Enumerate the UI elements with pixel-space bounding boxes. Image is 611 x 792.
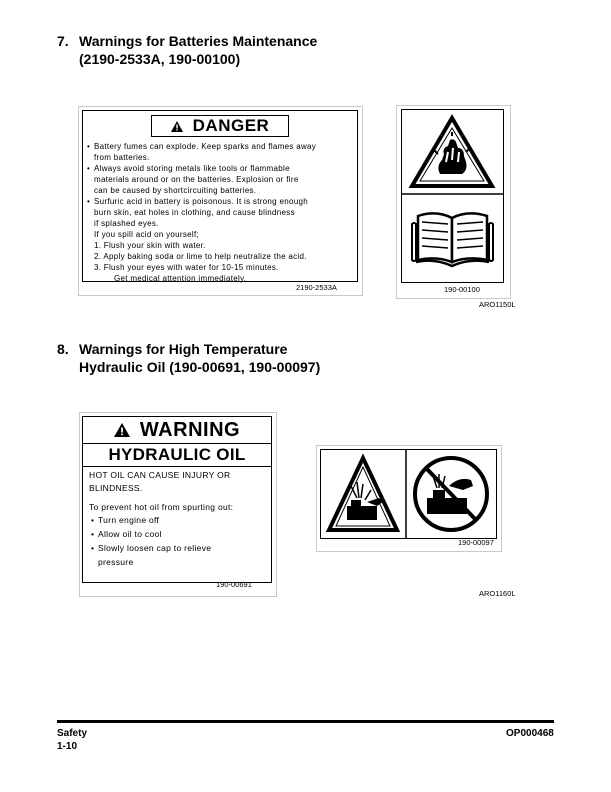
warning-bullet: • Slowly loosen cap to relieve	[98, 542, 211, 555]
warning-subheading: HYDRAULIC OIL	[108, 445, 246, 464]
danger-item: 2. Apply baking soda or lime to help neutralize the acid.	[94, 252, 307, 261]
explosion-warning-icon	[412, 118, 492, 186]
danger-item: burn skin, eat holes in clothing, and cause blindness	[94, 208, 295, 217]
warning-triangle-icon	[171, 121, 183, 132]
danger-item: if splashed eyes.	[94, 219, 159, 228]
danger-item: 1. Flush your skin with water.	[94, 241, 206, 250]
hot-oil-spray-warning-icon	[329, 458, 397, 530]
danger-item: • Surfuric acid in battery is poisonous. It is strong enough	[94, 196, 308, 208]
warning-intro: To prevent hot oil from spurting out:	[89, 502, 234, 512]
section-title-line1: Warnings for High Temperature	[79, 341, 288, 357]
footer-doc-id: OP000468	[506, 728, 554, 739]
section-number: 8.	[57, 341, 69, 357]
danger-item: can be caused by shortcircuiting batteries.	[94, 186, 257, 195]
warning-decal-code: 190-00691	[216, 580, 252, 589]
danger-item: Get medical attention immediately.	[114, 274, 247, 283]
footer-section: Safety	[57, 728, 88, 739]
figure-ref-aro1150l: ARO1150L	[479, 300, 516, 309]
danger-item: from batteries.	[94, 153, 150, 162]
warning-bullet: • Allow oil to cool	[98, 528, 162, 541]
warning-decal-panel	[82, 416, 272, 583]
danger-item: • Always avoid storing metals like tools or flammable	[94, 163, 290, 175]
danger-heading-text: DANGER	[192, 116, 270, 135]
section-8-heading	[57, 340, 417, 380]
warning-text-line: HOT OIL CAN CAUSE INJURY OR	[89, 470, 231, 480]
oil-pictogram-code: 190-00097	[458, 538, 494, 547]
danger-heading	[151, 115, 289, 137]
warning-text-line: BLINDNESS.	[89, 483, 143, 493]
footer-page-number: 1-10	[57, 741, 78, 752]
battery-pictogram-panel	[401, 109, 504, 283]
read-manual-icon	[412, 213, 493, 266]
section-title-line1: Warnings for Batteries Maintenance	[79, 33, 318, 49]
section-7-heading	[57, 32, 417, 72]
footer-rule	[57, 720, 554, 723]
danger-decal-panel	[82, 110, 358, 282]
danger-decal-code: 2190-2533A	[296, 283, 337, 292]
warning-bullet-cont: pressure	[98, 557, 134, 567]
oil-pictogram-panel	[320, 449, 497, 539]
danger-item: If you spill acid on yourself;	[94, 230, 200, 239]
section-title-line2: (2190-2533A, 190-00100)	[79, 51, 241, 67]
warning-heading	[83, 417, 271, 443]
danger-item: materials around or on the batteries. Explosion or fire	[94, 175, 299, 184]
warning-triangle-icon	[114, 423, 130, 437]
figure-ref-aro1160l: ARO1160L	[479, 589, 516, 598]
warning-heading-text: WARNING	[139, 418, 241, 441]
section-title-line2: Hydraulic Oil (190-00691, 190-00097)	[79, 359, 321, 375]
danger-item: 3. Flush your eyes with water for 10-15 minutes.	[94, 263, 279, 272]
no-open-cap-icon	[415, 458, 487, 530]
danger-item: • Battery fumes can explode. Keep sparks and flames away	[94, 141, 316, 153]
section-number: 7.	[57, 33, 69, 49]
warning-bullet: • Turn engine off	[98, 514, 159, 527]
battery-pictogram-code: 190-00100	[444, 285, 480, 294]
